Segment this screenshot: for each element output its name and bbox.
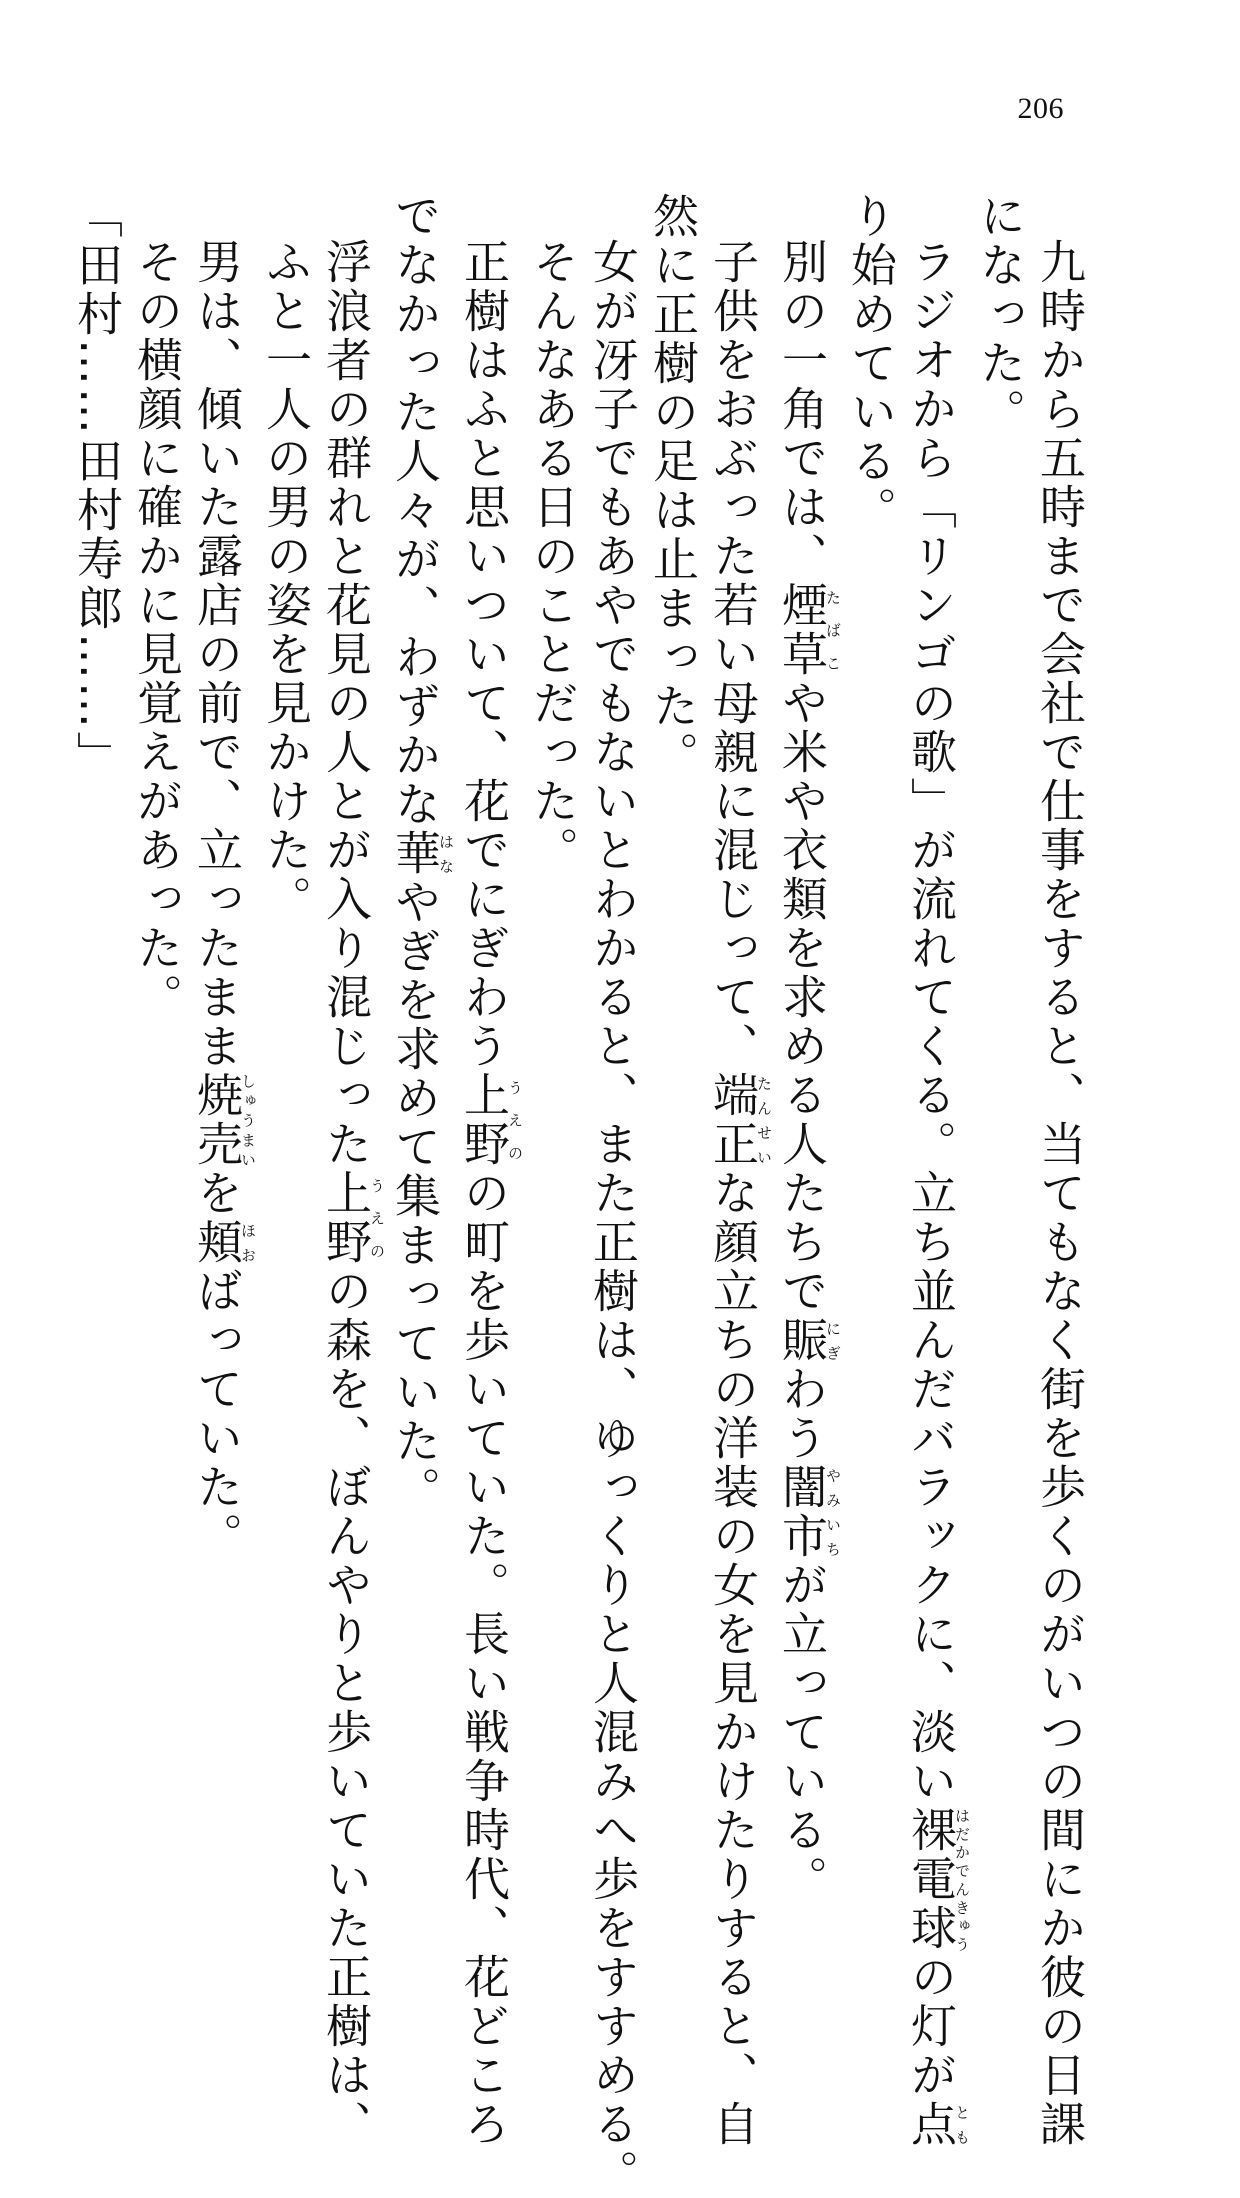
furigana: しゅうまい bbox=[239, 1071, 257, 1169]
ruby-base: 点 bbox=[904, 2100, 958, 2149]
ruby-annotated-word bbox=[775, 1316, 842, 1365]
text-line bbox=[841, 192, 901, 1592]
text-line bbox=[127, 192, 187, 1592]
ruby-base: 端正 bbox=[706, 1071, 760, 1169]
ruby-base: 頬 bbox=[190, 1218, 244, 1267]
ruby-annotated-word bbox=[190, 1071, 257, 1169]
text-segment: 然に正樹の足は止まった。 bbox=[646, 192, 700, 780]
text-segment: そんなある日のことだった。 bbox=[526, 238, 580, 875]
ruby-base: 上野 bbox=[457, 1071, 511, 1169]
text-line bbox=[523, 192, 583, 1592]
text-line bbox=[901, 192, 971, 2149]
furigana: はな bbox=[437, 829, 455, 878]
text-segment: その横顔に確かに見覚えがあった。 bbox=[130, 238, 184, 1022]
text-segment: わう bbox=[775, 1365, 829, 1463]
text-line bbox=[187, 192, 256, 1592]
ruby-base: 賑 bbox=[775, 1316, 829, 1365]
ruby-annotated-word bbox=[706, 1071, 773, 1169]
text-segment: 九時から五時まで会社で仕事をすると、当てもなく街を歩くのがいつの間にか彼の日課 bbox=[1033, 238, 1087, 2149]
text-line bbox=[703, 192, 773, 2149]
furigana: はだかでんきゅう bbox=[953, 1806, 971, 1953]
text-line bbox=[316, 192, 386, 2149]
text-line bbox=[67, 192, 127, 1592]
ruby-base: 華 bbox=[388, 829, 442, 878]
text-segment: になった。 bbox=[973, 192, 1027, 437]
text-segment: が立っている。 bbox=[775, 1561, 829, 1904]
ruby-base: 煙草 bbox=[775, 581, 829, 679]
text-segment: 別の一角では、 bbox=[775, 238, 829, 581]
page-number: 206 bbox=[1017, 92, 1064, 125]
text-segment: 子供をおぶった若い母親に混じって、 bbox=[706, 238, 760, 1071]
furigana: ほお bbox=[239, 1218, 257, 1267]
text-segment: 正樹はふと思いついて、花でにぎわう bbox=[457, 238, 511, 1071]
ruby-base: 上野 bbox=[319, 1169, 373, 1267]
text-segment: の灯が bbox=[904, 1953, 958, 2100]
ruby-annotated-word bbox=[904, 1806, 971, 1953]
ruby-annotated-word bbox=[457, 1071, 524, 1169]
furigana: うえの bbox=[506, 1071, 524, 1169]
text-segment: な顔立ちの洋装の女を見かけたりすると、自 bbox=[706, 1169, 760, 2149]
ruby-annotated-word bbox=[904, 2100, 971, 2149]
furigana: やみいち bbox=[824, 1463, 842, 1561]
text-line bbox=[643, 192, 703, 1592]
furigana: とも bbox=[953, 2100, 971, 2149]
text-segment: 男は、傾いた露店の前で、立ったまま bbox=[190, 238, 244, 1071]
text-segment: を bbox=[190, 1169, 244, 1218]
furigana: うえの bbox=[368, 1169, 386, 1267]
text-segment: 浮浪者の群れと花見の人とが入り混じった bbox=[319, 238, 373, 1169]
vertical-text-block bbox=[70, 192, 1090, 2198]
text-line bbox=[583, 192, 643, 2198]
furigana: にぎ bbox=[824, 1316, 842, 1365]
ruby-annotated-word bbox=[775, 1463, 842, 1561]
text-segment: 女が冴子でもあやでもないとわかると、また正樹は、ゆっくりと人混みへ歩をすすめる。 bbox=[586, 238, 640, 2198]
text-line bbox=[385, 192, 454, 1592]
text-segment: ばっていた。 bbox=[190, 1267, 244, 1561]
text-segment: の町を歩いていた。長い戦争時代、花どころ bbox=[457, 1169, 511, 2149]
text-segment: や米や衣類を求める人たちで bbox=[775, 679, 829, 1316]
furigana: たんせい bbox=[755, 1071, 773, 1169]
text-segment: り始めている。 bbox=[844, 192, 898, 535]
ruby-base: 裸電球 bbox=[904, 1806, 958, 1953]
ruby-annotated-word bbox=[319, 1169, 386, 1267]
text-segment: ふと一人の男の姿を見かけた。 bbox=[259, 238, 313, 924]
text-line bbox=[970, 192, 1030, 1592]
text-line bbox=[1030, 192, 1090, 2149]
text-segment: ラジオから「リンゴの歌」が流れてくる。立ち並んだバラックに、淡い bbox=[904, 238, 958, 1806]
ruby-annotated-word bbox=[775, 581, 842, 679]
text-line bbox=[256, 192, 316, 1592]
text-line bbox=[454, 192, 524, 2149]
text-segment: やぎを求めて集まっていた。 bbox=[388, 878, 442, 1515]
ruby-annotated-word bbox=[190, 1218, 257, 1267]
text-line bbox=[772, 192, 842, 1904]
furigana: たばこ bbox=[824, 581, 842, 679]
text-segment: 「田村……田村寿郎……」 bbox=[70, 192, 124, 780]
ruby-base: 焼売 bbox=[190, 1071, 244, 1169]
text-segment: でなかった人々が、わずかな bbox=[388, 192, 442, 829]
text-segment: の森を、ぼんやりと歩いていた正樹は、 bbox=[319, 1267, 373, 2149]
ruby-base: 闇市 bbox=[775, 1463, 829, 1561]
ruby-annotated-word bbox=[388, 829, 455, 878]
